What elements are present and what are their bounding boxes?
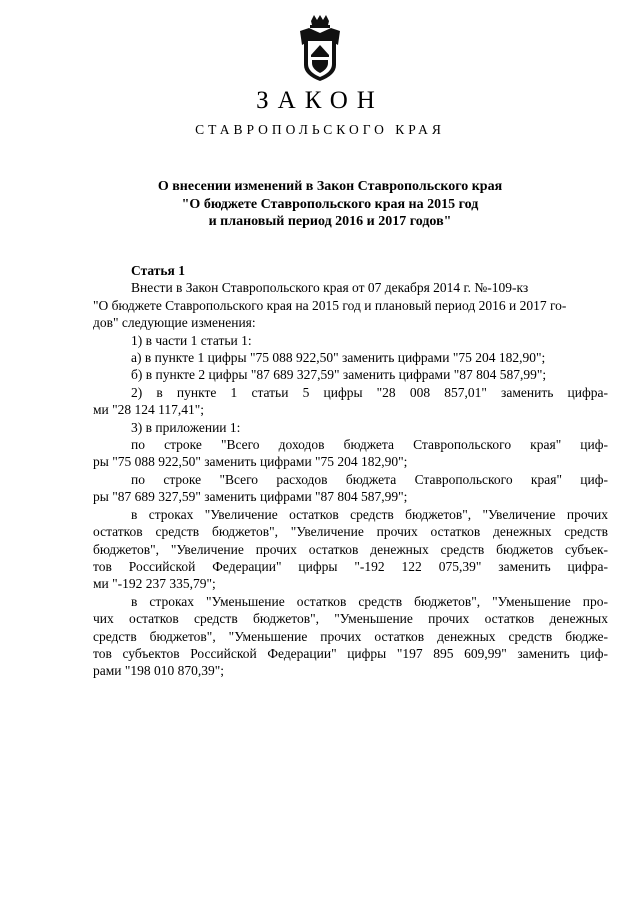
text-line: дов" следующие изменения: xyxy=(93,315,256,331)
text-line: тов Российской Федерации" цифры "-192 122 075,39" заменить цифра- xyxy=(93,558,608,574)
text-line: ры "87 689 327,59" заменить цифрами "87 804 587,99"; xyxy=(93,489,408,505)
text-line: по строке "Всего расходов бюджета Ставропольского края" циф- xyxy=(131,471,608,487)
text-line: 2) в пункте 1 статьи 5 цифры "28 008 857,01" заменить цифра- xyxy=(131,384,608,400)
document-subtitle: СТАВРОПОЛЬСКОГО КРАЯ xyxy=(195,122,445,137)
article-title: Статья 1 xyxy=(131,263,185,278)
text-line: 1) в части 1 статьи 1: xyxy=(131,332,252,348)
text-line: а) в пункте 1 цифры "75 088 922,50" заменить цифрами "75 204 182,90"; xyxy=(131,350,546,366)
text-line: в строках "Увеличение остатков средств бюджетов", "Увеличение прочих xyxy=(131,506,608,522)
text-line: остатков средств бюджетов", "Увеличение прочих остатков денежных средств xyxy=(93,524,608,540)
text-line: по строке "Всего доходов бюджета Ставропольского края" циф- xyxy=(131,437,608,453)
text-line: ми "-192 237 335,79"; xyxy=(93,576,216,592)
law-heading xyxy=(130,178,530,231)
heading-line: "О бюджете Ставропольского края на 2015 год xyxy=(181,196,479,212)
article-body xyxy=(93,262,608,680)
text-line: рами "198 010 870,39"; xyxy=(93,663,225,679)
text-line: 3) в приложении 1: xyxy=(131,419,241,435)
text-line: тов субъектов Российской Федерации" цифры "197 895 609,99" заменить циф- xyxy=(93,645,608,661)
text-line: бюджетов", "Увеличение прочих остатков денежных средств бюджетов субъек- xyxy=(93,541,608,557)
coat-of-arms-icon xyxy=(297,15,343,83)
text-line: средств бюджетов", "Уменьшение прочих остатков денежных средств бюдже- xyxy=(93,628,608,644)
text-line: "О бюджете Ставропольского края на 2015 год и плановый период 2016 и 2017 го- xyxy=(93,297,567,313)
text-line: ры "75 088 922,50" заменить цифрами "75 204 182,90"; xyxy=(93,454,408,470)
text-line: чих остатков средств бюджетов", "Уменьшение прочих остатков денежных xyxy=(93,611,608,627)
text-line: ми "28 124 117,41"; xyxy=(93,402,205,418)
text-line: в строках "Уменьшение остатков средств бюджетов", "Уменьшение про- xyxy=(131,593,608,609)
text-line: б) в пункте 2 цифры "87 689 327,59" заменить цифрами "87 804 587,99"; xyxy=(131,367,547,383)
heading-line: и плановый период 2016 и 2017 годов" xyxy=(208,214,452,229)
text-line: Внести в Закон Ставропольского края от 07 декабря 2014 г. №-109-кз xyxy=(131,280,529,296)
heading-line: О внесении изменений в Закон Ставропольского края xyxy=(157,179,503,194)
document-title: ЗАКОН xyxy=(256,87,384,114)
